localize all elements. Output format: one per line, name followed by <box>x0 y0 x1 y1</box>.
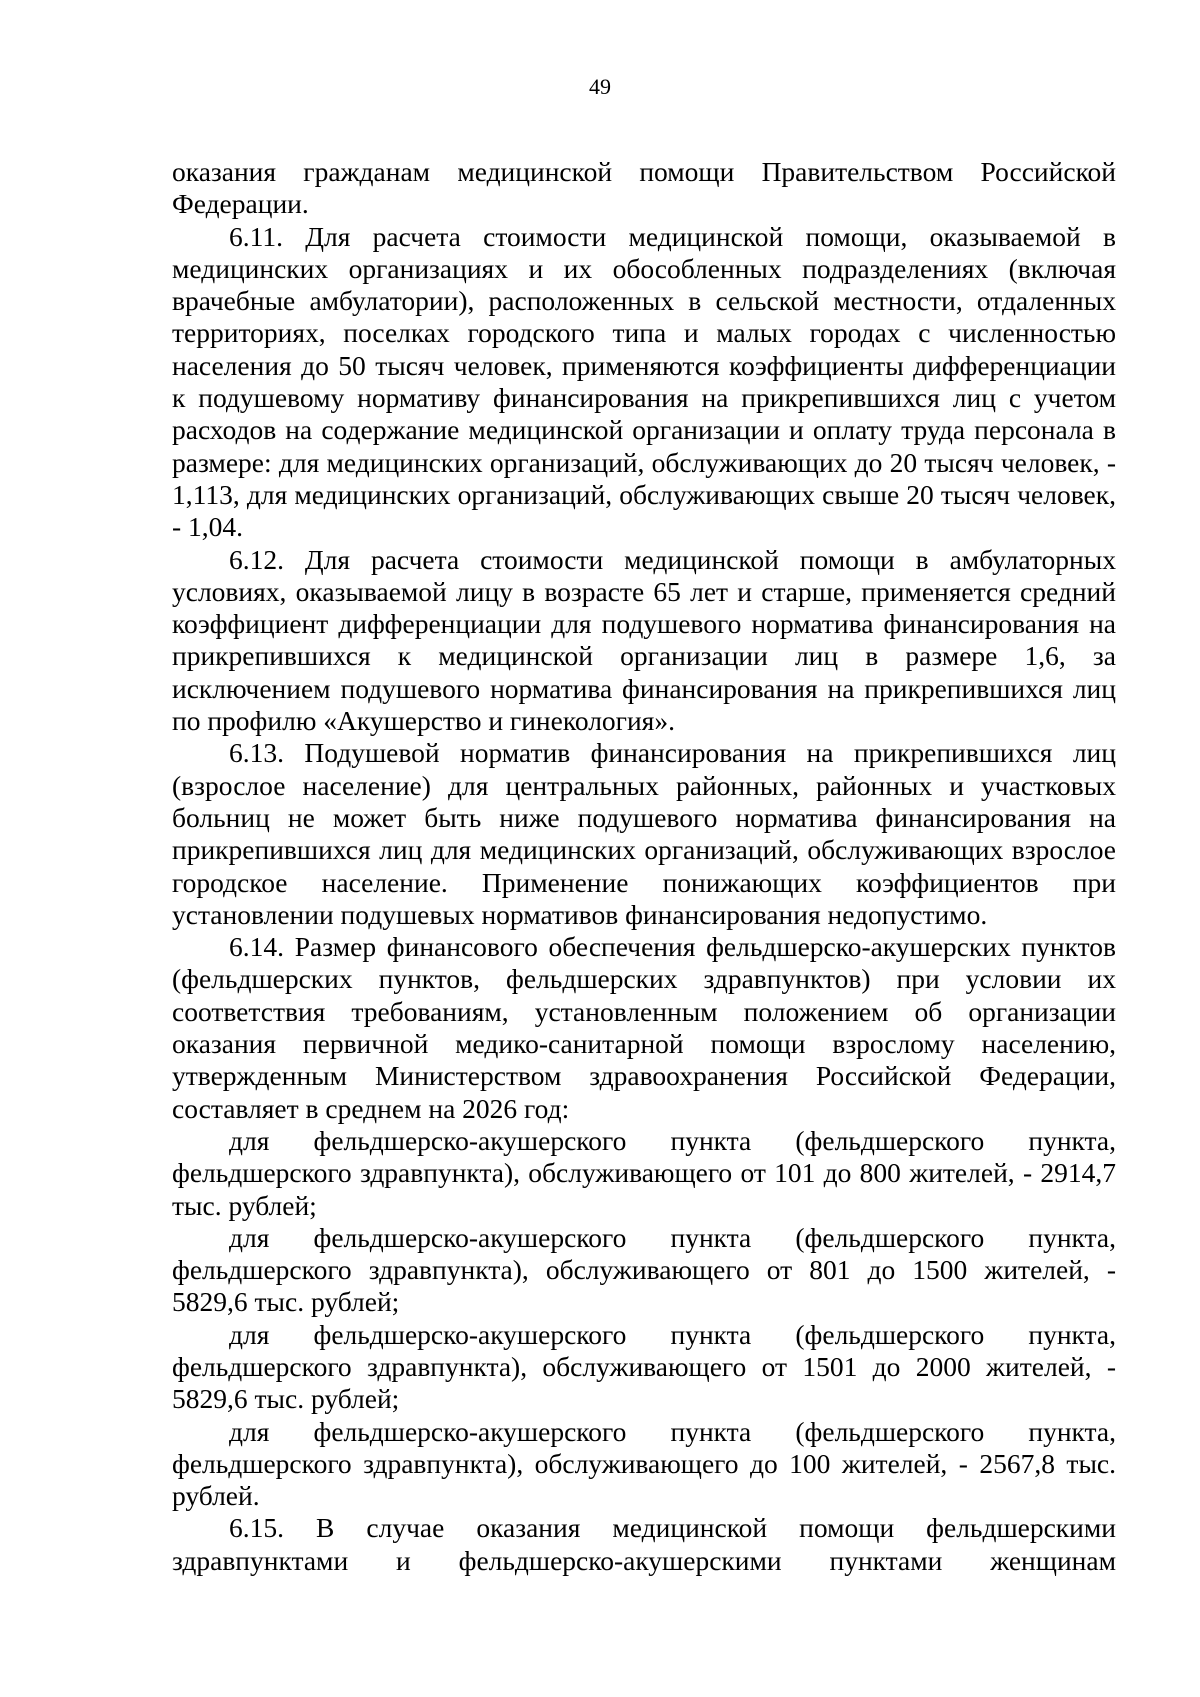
paragraph-continuation: оказания гражданам медицинской помощи Правительством Российской Федерации. <box>172 156 1116 220</box>
list-item-fap-101-800: для фельдшерско-акушерского пункта (фельдшерского пункта, фельдшерского здравпункта), обслуживающего от 101 до 800 жителей, - 2914,7 тыс. рублей; <box>172 1124 1116 1221</box>
paragraph-6-12: 6.12. Для расчета стоимости медицинской помощи в амбулаторных условиях, оказываемой лицу в возрасте 65 лет и старше, применяется средний коэффициент дифференциации для подушевого норматива финансирования на прикрепившихся к медицинской организации лиц в размере 1,6, за исключением подушевого норматива финансирования на прикрепившихся лиц по профилю «Акушерство и гинекология». <box>172 543 1116 737</box>
page-number: 49 <box>589 74 611 99</box>
paragraph-6-11: 6.11. Для расчета стоимости медицинской помощи, оказываемой в медицинских организациях и их обособленных подразделениях (включая врачебные амбулатории), расположенных в сельской местности, отдаленных территориях, поселках городского типа и малых городах с численностью населения до 50 тысяч человек, применяются коэффициенты дифференциации к подушевому нормативу финансирования на прикрепившихся лиц с учетом расходов на содержание медицинской организации и оплату труда персонала в размере: для медицинских организаций, обслуживающих до 20 тысяч человек, - 1,113, для медицинских организаций, обслуживающих свыше 20 тысяч человек, - 1,04. <box>172 220 1116 543</box>
paragraph-6-13: 6.13. Подушевой норматив финансирования на прикрепившихся лиц (взрослое население) для центральных районных, районных и участковых больниц не может быть ниже подушевого норматива финансирования на прикрепившихся лиц для медицинских организаций, обслуживающих взрослое городское население. Применение понижающих коэффициентов при установлении подушевых нормативов финансирования недопустимо. <box>172 737 1116 930</box>
list-item-fap-1501-2000: для фельдшерско-акушерского пункта (фельдшерского пункта, фельдшерского здравпункта), обслуживающего от 1501 до 2000 жителей, - 5829,6 тыс. рублей; <box>172 1318 1116 1415</box>
paragraph-6-14: 6.14. Размер финансового обеспечения фельдшерско-акушерских пунктов (фельдшерских пунктов, фельдшерских здравпунктов) при условии их соответствия требованиям, установленным положением об организации оказания первичной медико-санитарной помощи взрослому населению, утвержденным Министерством здравоохранения Российской Федерации, составляет в среднем на 2026 год: <box>172 931 1116 1124</box>
document-body <box>172 156 1116 1577</box>
paragraph-6-15: 6.15. В случае оказания медицинской помощи фельдшерскими здравпунктами и фельдшерско-акушерскими пунктами женщинам <box>172 1512 1116 1576</box>
list-item-fap-801-1500: для фельдшерско-акушерского пункта (фельдшерского пункта, фельдшерского здравпункта), обслуживающего от 801 до 1500 жителей, - 5829,6 тыс. рублей; <box>172 1221 1116 1318</box>
list-item-fap-up-to-100: для фельдшерско-акушерского пункта (фельдшерского пункта, фельдшерского здравпункта), обслуживающего до 100 жителей, - 2567,8 тыс. рублей. <box>172 1415 1116 1512</box>
